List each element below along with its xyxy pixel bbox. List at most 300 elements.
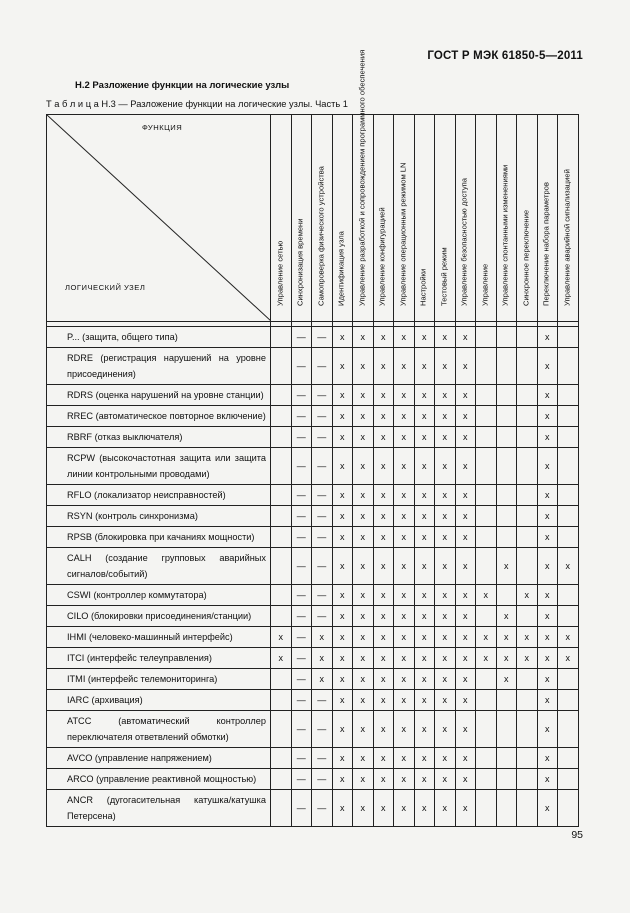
mark-cell: x (414, 648, 435, 669)
mark-cell: x (353, 448, 374, 485)
mark-cell (558, 606, 579, 627)
mark-cell (271, 769, 292, 790)
logical-node-cell: RREC (автоматическое повторное включение) (47, 406, 271, 427)
mark-cell: — (291, 690, 312, 711)
mark-cell: x (373, 527, 394, 548)
mark-cell: x (537, 327, 558, 348)
mark-cell: x (455, 790, 476, 827)
mark-cell: x (353, 506, 374, 527)
table-row (47, 769, 579, 790)
mark-cell (517, 348, 538, 385)
mark-cell (517, 327, 538, 348)
mark-cell: x (394, 348, 415, 385)
mark-cell: x (537, 606, 558, 627)
mark-cell (271, 711, 292, 748)
mark-cell (476, 711, 497, 748)
mark-cell (558, 790, 579, 827)
mark-cell: — (291, 790, 312, 827)
mark-cell: — (291, 348, 312, 385)
mark-cell (271, 548, 292, 585)
mark-cell: x (537, 627, 558, 648)
logical-node-cell: RDRE (регистрация нарушений на уровне присоединения) (47, 348, 271, 385)
mark-cell: x (332, 648, 353, 669)
mark-cell (496, 406, 517, 427)
mark-cell: — (291, 506, 312, 527)
mark-cell: — (291, 711, 312, 748)
mark-cell: x (353, 669, 374, 690)
column-header-label: Управление безопасностью доступа (459, 178, 469, 307)
mark-cell (476, 385, 497, 406)
mark-cell: x (414, 506, 435, 527)
corner-label-function: ФУНКЦИЯ (142, 123, 183, 132)
mark-cell: x (414, 527, 435, 548)
mark-cell (517, 606, 538, 627)
mark-cell: — (312, 690, 333, 711)
mark-cell (517, 427, 538, 448)
mark-cell: x (435, 385, 456, 406)
mark-cell: x (455, 711, 476, 748)
mark-cell: x (373, 648, 394, 669)
mark-cell: x (537, 485, 558, 506)
mark-cell: x (332, 711, 353, 748)
column-header-label: Самопроверка физического устройства (316, 166, 326, 307)
mark-cell: — (312, 711, 333, 748)
table-row (47, 506, 579, 527)
mark-cell: x (353, 406, 374, 427)
mark-cell (496, 427, 517, 448)
mark-cell: x (332, 348, 353, 385)
mark-cell: x (496, 648, 517, 669)
mark-cell (496, 585, 517, 606)
table-caption: Т а б л и ц а Н.3 — Разложение функции на логические узлы. Часть 1 (46, 99, 348, 109)
mark-cell (496, 385, 517, 406)
logical-node-cell: RDRS (оценка нарушений на уровне станции) (47, 385, 271, 406)
mark-cell: x (455, 506, 476, 527)
column-header (435, 115, 456, 322)
mark-cell: — (291, 527, 312, 548)
mark-cell: x (332, 527, 353, 548)
mark-cell (558, 527, 579, 548)
mark-cell (496, 485, 517, 506)
mark-cell (271, 485, 292, 506)
mark-cell: x (373, 506, 394, 527)
mark-cell: x (353, 690, 374, 711)
mark-cell: x (537, 669, 558, 690)
column-header (476, 115, 497, 322)
mark-cell: x (455, 327, 476, 348)
mark-cell (476, 790, 497, 827)
mark-cell (558, 485, 579, 506)
mark-cell: x (414, 627, 435, 648)
mark-cell: x (455, 427, 476, 448)
mark-cell (558, 348, 579, 385)
table-row (47, 648, 579, 669)
mark-cell: x (394, 648, 415, 669)
column-header-label: Управление спонтанными изменениями (500, 164, 510, 307)
mark-cell: x (373, 669, 394, 690)
mark-cell: x (353, 348, 374, 385)
column-header-label: Управление (480, 263, 490, 307)
mark-cell (271, 669, 292, 690)
mark-cell: x (496, 606, 517, 627)
mark-cell: x (332, 485, 353, 506)
mark-cell: — (312, 485, 333, 506)
table-row (47, 385, 579, 406)
mark-cell: x (455, 406, 476, 427)
mark-cell (271, 385, 292, 406)
mark-cell: x (332, 627, 353, 648)
column-header (332, 115, 353, 322)
mark-cell: — (312, 748, 333, 769)
mark-cell (496, 448, 517, 485)
mark-cell: — (312, 348, 333, 385)
mark-cell: x (414, 348, 435, 385)
mark-cell: x (455, 348, 476, 385)
standard-header: ГОСТ Р МЭК 61850-5—2011 (427, 50, 583, 62)
logical-node-cell: RPSB (блокировка при качаниях мощности) (47, 527, 271, 548)
mark-cell: x (435, 348, 456, 385)
column-header-label: Управление разработкой и сопровождением программного обеспечения (357, 50, 367, 307)
mark-cell: x (537, 711, 558, 748)
mark-cell: x (332, 690, 353, 711)
mark-cell: x (353, 327, 374, 348)
mark-cell: x (435, 448, 456, 485)
mark-cell: — (312, 769, 333, 790)
mark-cell: x (373, 327, 394, 348)
mark-cell: x (394, 669, 415, 690)
mark-cell (558, 748, 579, 769)
column-header (537, 115, 558, 322)
mark-cell: x (332, 327, 353, 348)
mark-cell: x (537, 690, 558, 711)
mark-cell: x (373, 711, 394, 748)
mark-cell: x (414, 427, 435, 448)
mark-cell (558, 690, 579, 711)
mark-cell: x (435, 585, 456, 606)
mark-cell: x (394, 627, 415, 648)
mark-cell: x (353, 606, 374, 627)
mark-cell: — (291, 548, 312, 585)
mark-cell: x (332, 769, 353, 790)
mark-cell: x (435, 406, 456, 427)
mark-cell: x (353, 385, 374, 406)
mark-cell: x (373, 769, 394, 790)
mark-cell: x (455, 748, 476, 769)
mark-cell: x (414, 606, 435, 627)
mark-cell: x (537, 548, 558, 585)
table-row (47, 627, 579, 648)
mark-cell: x (455, 485, 476, 506)
mark-cell: x (373, 348, 394, 385)
mark-cell: — (291, 585, 312, 606)
table-row (47, 348, 579, 385)
mark-cell (476, 690, 497, 711)
mark-cell: x (332, 748, 353, 769)
mark-cell (476, 427, 497, 448)
column-header-label: Тестовый режим (439, 247, 449, 307)
table-row (47, 406, 579, 427)
mark-cell: x (435, 669, 456, 690)
mark-cell: x (353, 769, 374, 790)
column-header (312, 115, 333, 322)
column-header-label: Настройки (418, 268, 428, 307)
corner-cell (47, 115, 271, 322)
mark-cell: x (476, 585, 497, 606)
mark-cell: x (558, 648, 579, 669)
mark-cell: x (455, 769, 476, 790)
page-number: 95 (571, 829, 583, 841)
mark-cell (517, 406, 538, 427)
mark-cell: x (332, 406, 353, 427)
mark-cell: — (291, 648, 312, 669)
mark-cell: x (332, 448, 353, 485)
mark-cell: x (332, 606, 353, 627)
mark-cell: x (353, 527, 374, 548)
mark-cell: x (455, 585, 476, 606)
logical-node-cell: P... (защита, общего типа) (47, 327, 271, 348)
table-row (47, 327, 579, 348)
mark-cell (476, 669, 497, 690)
mark-cell: x (394, 385, 415, 406)
mark-cell: x (353, 427, 374, 448)
mark-cell: — (312, 506, 333, 527)
mark-cell: — (291, 627, 312, 648)
column-header-label: Синхронное переключение (521, 210, 531, 307)
mark-cell: x (332, 506, 353, 527)
mark-cell: x (394, 606, 415, 627)
mark-cell: x (517, 648, 538, 669)
mark-cell: x (373, 485, 394, 506)
mark-cell: x (353, 790, 374, 827)
table-row (47, 790, 579, 827)
mark-cell (476, 348, 497, 385)
mark-cell: — (291, 769, 312, 790)
table-row (47, 585, 579, 606)
column-header-label: Синхронизация времени (295, 218, 305, 307)
mark-cell: — (312, 448, 333, 485)
mark-cell: x (496, 669, 517, 690)
mark-cell (558, 711, 579, 748)
table-row (47, 527, 579, 548)
mark-cell: x (394, 690, 415, 711)
mark-cell: x (373, 790, 394, 827)
mark-cell (271, 348, 292, 385)
mark-cell: x (414, 406, 435, 427)
mark-cell: x (517, 585, 538, 606)
table-row (47, 748, 579, 769)
mark-cell: — (291, 427, 312, 448)
corner-label-node: ЛОГИЧЕСКИЙ УЗЕЛ (65, 283, 146, 292)
mark-cell: x (394, 527, 415, 548)
mark-cell: x (373, 406, 394, 427)
mark-cell: x (394, 485, 415, 506)
logical-node-cell: RBRF (отказ выключателя) (47, 427, 271, 448)
mark-cell: x (373, 385, 394, 406)
mark-cell: x (394, 711, 415, 748)
mark-cell: x (394, 548, 415, 585)
mark-cell (558, 769, 579, 790)
mark-cell: x (517, 627, 538, 648)
mark-cell: x (537, 527, 558, 548)
mark-cell: x (455, 606, 476, 627)
mark-cell: x (537, 348, 558, 385)
mark-cell (496, 769, 517, 790)
table-row (47, 711, 579, 748)
mark-cell (476, 406, 497, 427)
mark-cell: x (414, 769, 435, 790)
mark-cell: — (312, 385, 333, 406)
mark-cell: x (558, 627, 579, 648)
table-row (47, 485, 579, 506)
table-row (47, 448, 579, 485)
logical-node-cell: CSWI (контроллер коммутатора) (47, 585, 271, 606)
mark-cell (476, 485, 497, 506)
mark-cell (271, 585, 292, 606)
mark-cell: — (291, 385, 312, 406)
mark-cell: x (373, 748, 394, 769)
mark-cell: x (373, 585, 394, 606)
mark-cell: x (455, 385, 476, 406)
mark-cell: — (291, 748, 312, 769)
mark-cell: x (353, 585, 374, 606)
column-header (394, 115, 415, 322)
mark-cell: x (394, 748, 415, 769)
mark-cell: x (414, 585, 435, 606)
mark-cell: x (414, 548, 435, 585)
mark-cell: — (312, 327, 333, 348)
logical-node-cell: IHMI (человеко-машинный интерфейс) (47, 627, 271, 648)
mark-cell (517, 790, 538, 827)
mark-cell: — (312, 585, 333, 606)
mark-cell: x (455, 648, 476, 669)
mark-cell (271, 406, 292, 427)
logical-node-cell: ANCR (дугогасительная катушка/катушка Петерсена) (47, 790, 271, 827)
column-header (414, 115, 435, 322)
table-row (47, 690, 579, 711)
mark-cell (271, 606, 292, 627)
mark-cell: x (353, 548, 374, 585)
logical-node-cell: RFLO (локализатор неисправностей) (47, 485, 271, 506)
mark-cell: x (537, 790, 558, 827)
mark-cell: x (414, 748, 435, 769)
mark-cell: x (435, 548, 456, 585)
mark-cell: x (435, 327, 456, 348)
mark-cell (496, 527, 517, 548)
mark-cell (517, 448, 538, 485)
column-header-label: Управление операционным режимом LN (398, 162, 408, 307)
mark-cell: — (312, 606, 333, 627)
mark-cell: x (373, 606, 394, 627)
mark-cell (517, 485, 538, 506)
table-header-row (47, 115, 579, 322)
mark-cell (496, 506, 517, 527)
mark-cell: x (394, 406, 415, 427)
mark-cell: x (332, 427, 353, 448)
mark-cell: x (373, 548, 394, 585)
mark-cell: x (414, 690, 435, 711)
mark-cell (496, 790, 517, 827)
mark-cell (558, 427, 579, 448)
mark-cell: x (373, 627, 394, 648)
mark-cell: x (414, 327, 435, 348)
mark-cell: x (373, 448, 394, 485)
mark-cell: x (476, 648, 497, 669)
mark-cell: — (291, 669, 312, 690)
mark-cell: x (353, 711, 374, 748)
mark-cell (558, 506, 579, 527)
mark-cell: x (353, 485, 374, 506)
mark-cell: x (435, 427, 456, 448)
logical-node-cell: CALH (создание групповых аварийных сигналов/событий) (47, 548, 271, 585)
mark-cell: x (496, 627, 517, 648)
mark-cell: x (537, 648, 558, 669)
mark-cell (476, 548, 497, 585)
column-header (291, 115, 312, 322)
mark-cell: x (435, 606, 456, 627)
mark-cell: x (332, 790, 353, 827)
mark-cell (517, 385, 538, 406)
mark-cell (517, 711, 538, 748)
mark-cell: x (312, 648, 333, 669)
mark-cell: x (414, 448, 435, 485)
mark-cell: x (414, 711, 435, 748)
mark-cell: x (394, 506, 415, 527)
logical-node-cell: IARC (архивация) (47, 690, 271, 711)
mark-cell (496, 327, 517, 348)
mark-cell: x (537, 585, 558, 606)
mark-cell: x (394, 327, 415, 348)
mark-cell (517, 690, 538, 711)
mark-cell: x (394, 448, 415, 485)
mark-cell: — (312, 427, 333, 448)
mark-cell: x (435, 790, 456, 827)
mark-cell (271, 748, 292, 769)
mark-cell (271, 790, 292, 827)
mark-cell: x (332, 585, 353, 606)
column-header (271, 115, 292, 322)
mark-cell (476, 448, 497, 485)
mark-cell: x (353, 748, 374, 769)
mark-cell: x (476, 627, 497, 648)
mark-cell: x (435, 690, 456, 711)
column-header-label: Управление сетью (275, 240, 285, 307)
mark-cell: x (312, 669, 333, 690)
mark-cell (517, 669, 538, 690)
mark-cell: x (455, 527, 476, 548)
mark-cell: — (312, 790, 333, 827)
mark-cell: x (373, 690, 394, 711)
mark-cell: x (332, 669, 353, 690)
mark-cell: x (271, 627, 292, 648)
mark-cell (517, 527, 538, 548)
section-title: Н.2 Разложение функции на логические узлы (75, 80, 290, 91)
mark-cell: x (435, 748, 456, 769)
mark-cell: x (271, 648, 292, 669)
column-header (353, 50, 374, 322)
mark-cell (517, 769, 538, 790)
logical-node-cell: RSYN (контроль синхронизма) (47, 506, 271, 527)
mark-cell: x (455, 548, 476, 585)
column-header (455, 115, 476, 322)
column-header-label: Управление конфигурацией (377, 207, 387, 307)
mark-cell: x (455, 448, 476, 485)
mark-cell: — (291, 406, 312, 427)
column-header-label: Идентификация узла (336, 231, 346, 307)
mark-cell (496, 690, 517, 711)
mark-cell: x (414, 790, 435, 827)
mark-cell (558, 585, 579, 606)
logical-node-cell: CILO (блокировки присоединения/станции) (47, 606, 271, 627)
